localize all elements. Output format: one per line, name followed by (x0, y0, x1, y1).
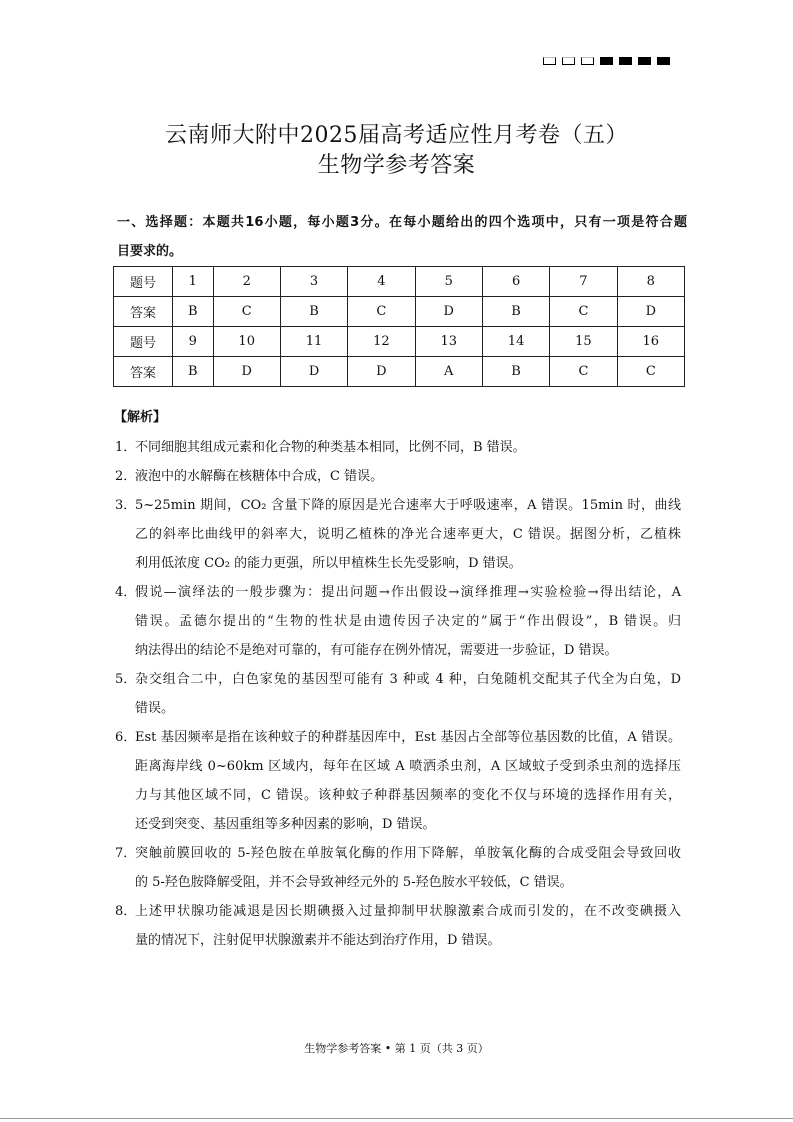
table-cell: C (550, 297, 617, 327)
section-heading-line: 目要求的。 (117, 244, 183, 259)
item-text-line: 错误。 (135, 701, 175, 716)
item-number: 8． (115, 904, 137, 919)
analysis-heading: 【解析】 (114, 410, 167, 425)
table-row (114, 327, 685, 357)
table-cell: D (617, 297, 684, 327)
item-text-line: 纳法得出的结论不是绝对可靠的，有可能存在例外情况，需要进一步验证，D 错误。 (135, 643, 618, 658)
list-item (115, 578, 681, 665)
mark-box (543, 57, 556, 65)
page-footer: 生物学参考答案 • 第 1 页（共 3 页） (304, 1042, 489, 1055)
mark-box (581, 57, 594, 65)
item-number: 5． (115, 672, 137, 687)
page-subtitle: 生物学参考答案 (317, 153, 476, 178)
item-text-line: 突触前膜回收的 5-羟色胺在单胺氧化酶的作用下降解，单胺氧化酶的合成受阻会导致回收 (135, 846, 681, 861)
bottom-divider (0, 1118, 793, 1119)
item-text-line: 量的情况下，注射促甲状腺激素并不能达到治疗作用，D 错误。 (135, 933, 501, 948)
answer-table (113, 266, 685, 387)
section-heading (117, 208, 687, 266)
item-text-line: 还受到突变、基因重组等多种因素的影响，D 错误。 (135, 817, 436, 832)
item-text-line: 力与其他区域不同，C 错误。该种蚊子种群基因频率的变化不仅与环境的选择作用有关， (135, 788, 681, 803)
list-item (115, 462, 681, 491)
item-text-line: 错误。孟德尔提出的“生物的性状是由遗传因子决定的”属于“作出假设”，B 错误。归 (135, 614, 681, 629)
item-text-line: 利用低浓度 CO₂ 的能力更强，所以甲植株生长先受影响，D 错误。 (135, 556, 522, 571)
item-text-line: 假说—演绎法的一般步骤为：提出问题→作出假设→演绎推理→实验检验→得出结论，A (135, 585, 681, 600)
page-title: 云南师大附中2025届高考适应性月考卷（五） (165, 123, 628, 148)
table-row (114, 357, 685, 387)
table-cell: 7 (550, 267, 617, 297)
mark-box (619, 57, 632, 65)
analysis-list (115, 433, 681, 955)
table-cell: 16 (617, 327, 684, 357)
table-row (114, 267, 685, 297)
table-cell: C (213, 297, 280, 327)
item-text-line: 5~25min 期间，CO₂ 含量下降的原因是光合速率大于呼吸速率，A 错误。15min 时，曲线 (135, 498, 681, 513)
list-item (115, 897, 681, 955)
table-cell: 5 (415, 267, 482, 297)
item-text-line: 乙的斜率比曲线甲的斜率大，说明乙植株的净光合速率更大，C 错误。据图分析，乙植株 (135, 527, 681, 542)
list-item (115, 665, 681, 723)
item-number: 4． (115, 585, 137, 600)
table-cell: B (482, 357, 549, 387)
table-cell: 14 (482, 327, 549, 357)
table-cell: C (348, 297, 415, 327)
table-cell: 3 (280, 267, 347, 297)
item-text-line: 距离海岸线 0~60km 区域内，每年在区域 A 喷洒杀虫剂，A 区域蚊子受到杀虫剂的选择压 (135, 759, 681, 774)
table-cell: D (348, 357, 415, 387)
table-cell: C (550, 357, 617, 387)
row-header: 题号 (114, 267, 173, 297)
list-item (115, 723, 681, 839)
item-text-line: 液泡中的水解酶在核糖体中合成，C 错误。 (135, 469, 384, 484)
table-cell: 8 (617, 267, 684, 297)
table-cell: D (280, 357, 347, 387)
item-text-line: 不同细胞其组成元素和化合物的种类基本相同，比例不同，B 错误。 (135, 440, 526, 455)
item-text-line: 杂交组合二中，白色家兔的基因型可能有 3 种或 4 种，白兔随机交配其子代全为白兔，D (135, 672, 681, 687)
table-cell: 15 (550, 327, 617, 357)
list-item (115, 433, 681, 462)
table-cell: C (617, 357, 684, 387)
table-cell: D (415, 297, 482, 327)
table-cell: B (173, 357, 214, 387)
table-cell: A (415, 357, 482, 387)
mark-box (657, 57, 670, 65)
row-header: 答案 (114, 357, 173, 387)
item-number: 1． (115, 440, 137, 455)
table-cell: D (213, 357, 280, 387)
mark-box (638, 57, 651, 65)
table-cell: 13 (415, 327, 482, 357)
row-header: 答案 (114, 297, 173, 327)
item-text-line: 上述甲状腺功能减退是因长期碘摄入过量抑制甲状腺激素合成而引发的，在不改变碘摄入 (135, 904, 681, 919)
item-number: 3． (115, 498, 137, 513)
header-marks (543, 57, 670, 65)
item-text-line: Est 基因频率是指在该种蚊子的种群基因库中，Est 基因占全部等位基因数的比值，A 错误。 (135, 730, 681, 745)
list-item (115, 839, 681, 897)
item-number: 6． (115, 730, 137, 745)
table-cell: 4 (348, 267, 415, 297)
row-header: 题号 (114, 327, 173, 357)
item-text-line: 的 5-羟色胺降解受阻，并不会导致神经元外的 5-羟色胺水平较低，C 错误。 (135, 875, 573, 890)
table-cell: B (482, 297, 549, 327)
item-number: 7． (115, 846, 137, 861)
table-cell: 6 (482, 267, 549, 297)
list-item (115, 491, 681, 578)
table-row (114, 297, 685, 327)
mark-box (562, 57, 575, 65)
table-cell: 10 (213, 327, 280, 357)
table-cell: B (173, 297, 214, 327)
mark-box (600, 57, 613, 65)
table-cell: 11 (280, 327, 347, 357)
table-cell: 1 (173, 267, 214, 297)
table-cell: 12 (348, 327, 415, 357)
table-cell: 2 (213, 267, 280, 297)
item-number: 2． (115, 469, 137, 484)
table-cell: B (280, 297, 347, 327)
table-cell: 9 (173, 327, 214, 357)
section-heading-line: 一、选择题：本题共16小题，每小题3分。在每小题给出的四个选项中，只有一项是符合题 (117, 215, 687, 230)
